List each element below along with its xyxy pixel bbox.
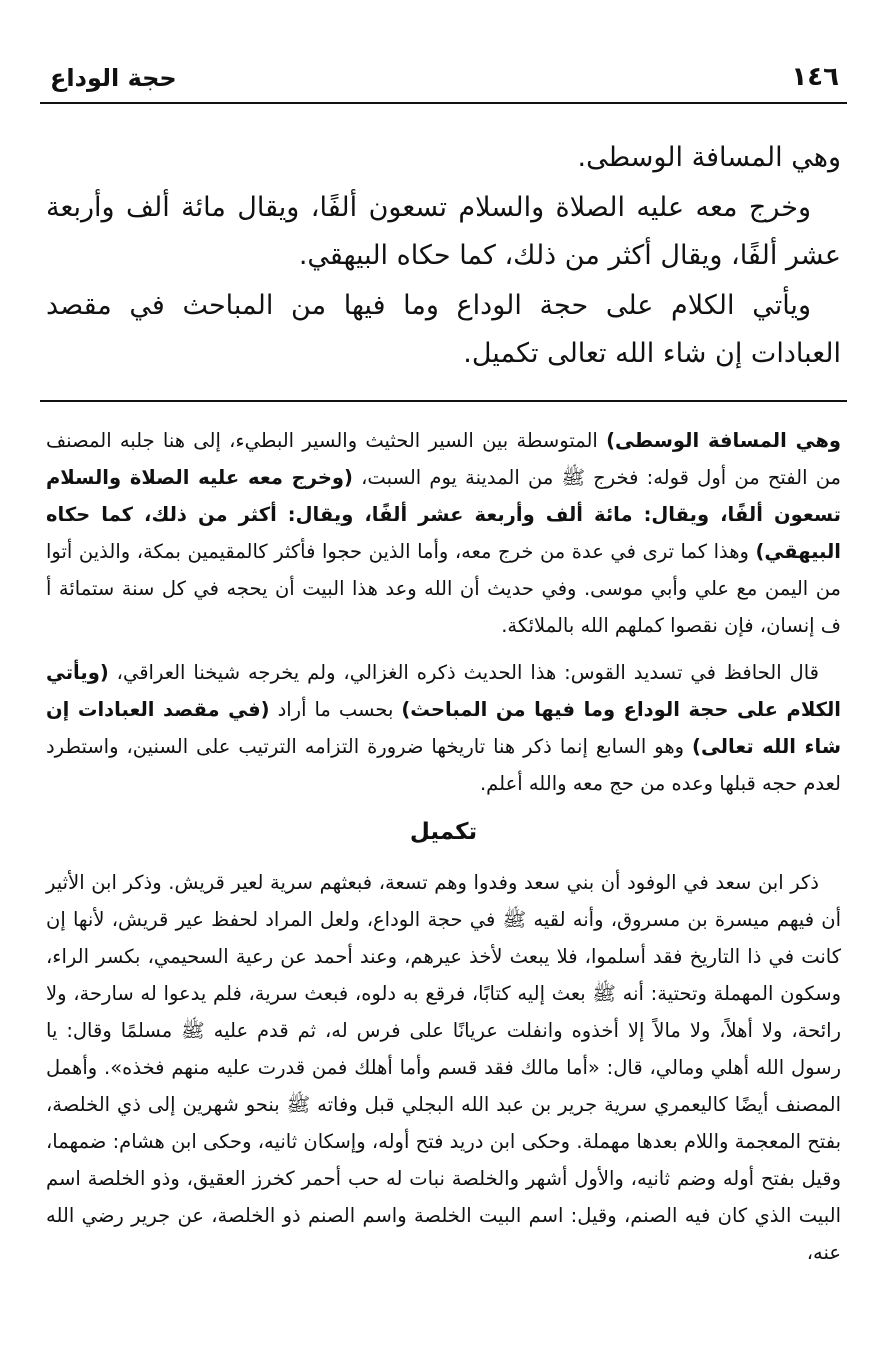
commentary-text: وهذا كما ترى في عدة من خرج معه، وأما الذين حجوا فأكثر كالمقيمين بمكة، والذين أتوا من اليمن مع علي وأبي موسى. وفي حديث أن الله وعد هذا البيت أن يحجه في كل سنة ستمائة أ ف إنسان، فإن نقصوا كملهم الله بالملائكة. (46, 540, 841, 637)
book-page (40, 60, 847, 1347)
commentary-paragraph: ذكر ابن سعد في الوفود أن بني سعد وفدوا وهم تسعة، فبعثهم سرية لعير قريش. وذكر ابن الأثير أن فيهم ميسرة بن مسروق، وأنه لقيه ﷺ في حجة الوداع، ولعل المراد لحفظ عير قريش، لأنها إن كانت في ذا التاريخ فقد أسلموا، فلا يبعث لأخذ عيرهم، وعند أحمد عن رعية السحيمي، بكسر الراء، وسكون المهملة وتحتية: أنه ﷺ بعث إليه كتابًا، فرقع به دلوه، فبعث سرية، فلم يدعوا له سارحة، ولا رائحة، ولا أهلاً، ولا مالاً إلا أخذوه وانفلت عريانًا على فرس له، ثم قدم عليه ﷺ مسلمًا وقال: يا رسول الله أهلي ومالي، قال: «أما مالك فقد قسم وأما أهلك فمن قدرت عليه منهم فخذه». وأهمل المصنف أيضًا كاليعمري سرية جرير بن عبد الله البجلي قبل وفاته ﷺ بنحو شهرين إلى ذي الخلصة، بفتح المعجمة واللام بعدها مهملة. وحكى ابن دريد فتح أوله، وإسكان ثانيه، وحكى ابن هشام: ضمهما، وقيل بفتح أوله وضم ثانيه، والأول أشهر والخلصة نبات له حب أحمر كخرز العقيق، وذو الخلصة اسم البيت الذي كان فيه الصنم، وقيل: اسم البيت الخلصة واسم الصنم ذو الخلصة، عن جرير رضي الله عنه، (46, 871, 841, 1264)
page-number: ١٤٦ (791, 62, 839, 92)
commentary-paragraph (46, 654, 841, 802)
commentary (40, 422, 847, 1271)
commentary-text: قال الحافظ في تسديد القوس: هذا الحديث ذكره الغزالي، ولم يخرجه شيخنا العراقي، (108, 661, 819, 684)
main-text (40, 134, 847, 378)
quoted-text: وهي المسافة الوسطى) (606, 429, 841, 452)
commentary-text: بحسب ما أراد (269, 698, 402, 721)
main-paragraph: ويأتي الكلام على حجة الوداع وما فيها من المباحث في مقصد العبادات إن شاء الله تعالى تكميل. (46, 290, 841, 369)
section-heading: تكميل (409, 819, 478, 845)
running-title: حجة الوداع (50, 64, 177, 92)
page-header (40, 60, 847, 104)
main-paragraph: وخرج معه عليه الصلاة والسلام تسعون ألفًا، ويقال مائة ألف وأربعة عشر ألفًا، ويقال أكثر من ذلك، كما حكاه البيهقي. (46, 192, 841, 271)
commentary-paragraph (46, 422, 841, 644)
commentary-text: المتوسطة بين السير الحثيث والسير البطيء، إلى هنا جلبه المصنف من الفتح من أول قوله: فخرج ﷺ من المدينة يوم السبت، (46, 429, 841, 489)
quoted-text: (وخرج معه عليه الصلاة والسلام تسعون ألفًا، ويقال: مائة ألف وأربعة عشر ألفًا، ويقال: أكثر من ذلك، كما حكاه البيهقي) (46, 466, 841, 563)
commentary-text: وهو السابع إنما ذكر هنا تاريخها ضرورة التزامه الترتيب على السنين، واستطرد لعدم حجه قبلها وعده من حج معه والله أعلم. (46, 735, 841, 795)
main-paragraph: وهي المسافة الوسطى. (577, 142, 841, 173)
quoted-text: (في مقصد العبادات إن شاء الله تعالى) (46, 698, 841, 758)
quoted-text: (ويأتي الكلام على حجة الوداع وما فيها من المباحث) (46, 661, 841, 721)
footnote-separator (40, 400, 847, 402)
